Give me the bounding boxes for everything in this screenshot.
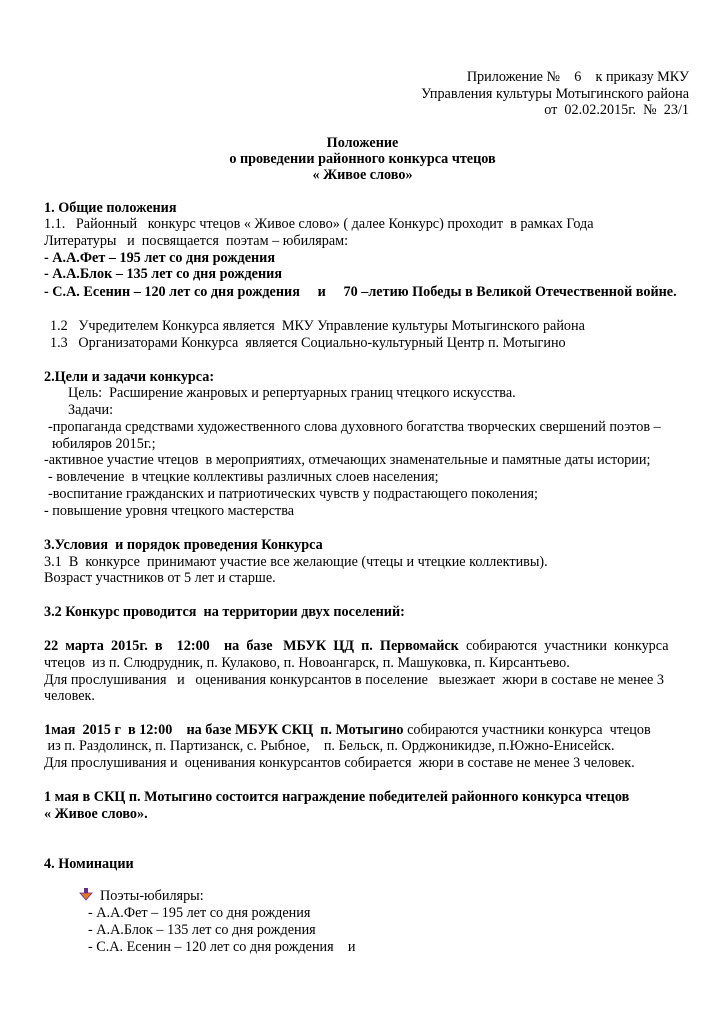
section1-heading: 1. Общие положения xyxy=(44,200,177,216)
section1-p1-line2: Литературы и посвящается поэтам – юбилярам: xyxy=(44,233,349,249)
award-line-2: « Живое слово». xyxy=(44,806,148,822)
section1-p12: 1.2 Учредителем Конкурса является МКУ Управление культуры Мотыгинского района xyxy=(50,318,585,334)
title-line-1: Положение xyxy=(326,135,399,151)
section2-tasks-label: Задачи: xyxy=(68,402,114,418)
event1-line-2: чтецов из п. Слюдрудник, п. Кулаково, п. Новоангарск, п. Машуковка, п. Кирсантьево. xyxy=(44,655,570,671)
section2-task-4: -воспитание гражданских и патриотических чувств у подрастающего поколения; xyxy=(48,486,538,502)
section2-task-1-line2: юбиляров 2015г.; xyxy=(52,436,156,452)
section3-age: Возраст участников от 5 лет и старше. xyxy=(44,570,276,586)
section1-poet-1: - А.А.Фет – 195 лет со дня рождения xyxy=(44,250,276,266)
event1-line-1 xyxy=(44,638,669,655)
event1-date-venue: 22 марта 2015г. в 12:00 на базе МБУК ЦД п. Первомайск xyxy=(44,638,459,654)
section2-task-1-line1: -пропаганда средствами художественного слова духовного богатства творческих свершений поэтов – xyxy=(48,419,661,435)
award-line-1: 1 мая в СКЦ п. Мотыгино состоится награждение победителей районного конкурса чтецов xyxy=(44,789,630,805)
section1-p13: 1.3 Организаторами Конкурса является Социально-культурный Центр п. Мотыгино xyxy=(50,335,566,351)
event2-line-2: из п. Раздолинск, п. Партизанск, с. Рыбное, п. Бельск, п. Орджоникидзе, п.Южно-Енисейск. xyxy=(44,738,615,754)
section1-poet-3: - С.А. Есенин – 120 лет со дня рождения и 70 –летию Победы в Великой Отечественной войне. xyxy=(44,284,677,300)
section2-task-2: -активное участие чтецов в мероприятиях, отмечающих знаменательные и памятные даты истории; xyxy=(44,452,651,468)
section2-task-3: - вовлечение в чтецкие коллективы различных слоев населения; xyxy=(48,469,439,485)
section2-goal: Цель: Расширение жанровых и репертуарных границ чтецкого искусства. xyxy=(68,385,516,401)
event1-participants: собираются участники конкурса xyxy=(458,638,669,654)
nomination-sub-1: - А.А.Фет – 195 лет со дня рождения xyxy=(88,905,311,921)
nomination-sub-3: - С.А. Есенин – 120 лет со дня рождения и xyxy=(88,939,356,955)
section3-p31: 3.1 В конкурсе принимают участие все желающие (чтецы и чтецкие коллективы). xyxy=(44,554,548,570)
section3-p32: 3.2 Конкурс проводится на территории двух поселений: xyxy=(44,604,405,620)
header-line-2: Управления культуры Мотыгинского района xyxy=(421,86,689,102)
section1-p1-line1: 1.1. Районный конкурс чтецов « Живое слово» ( далее Конкурс) проходит в рамках Года xyxy=(44,216,594,232)
event1-line-4: человек. xyxy=(44,688,95,704)
nomination-item-label: Поэты-юбиляры: xyxy=(100,888,204,904)
section4-heading: 4. Номинации xyxy=(44,856,134,872)
header-line-3: от 02.02.2015г. № 23/1 xyxy=(544,102,689,118)
arrow-bullet-icon xyxy=(79,887,93,901)
title-line-2: о проведении районного конкурса чтецов xyxy=(229,151,496,167)
header-line-1: Приложение № 6 к приказу МКУ xyxy=(466,69,689,85)
event1-line-3: Для прослушивания и оценивания конкурсантов в поселение выезжает жюри в составе не менее 3 xyxy=(44,672,664,688)
section3-heading: 3.Условия и порядок проведения Конкурса xyxy=(44,537,323,553)
nomination-sub-2: - А.А.Блок – 135 лет со дня рождения xyxy=(88,922,316,938)
event2-line-3: Для прослушивания и оценивания конкурсантов собирается жюри в составе не менее 3 человек. xyxy=(44,755,635,771)
event2-date-venue: 1мая 2015 г в 12:00 на базе МБУК СКЦ п. Мотыгино xyxy=(44,722,404,738)
event2-participants: собираются участники конкурса чтецов xyxy=(403,722,651,738)
event2-line-1 xyxy=(44,722,651,739)
section2-task-5: - повышение уровня чтецкого мастерства xyxy=(44,503,295,519)
title-line-3: « Живое слово» xyxy=(312,167,413,183)
section1-poet-2: - А.А.Блок – 135 лет со дня рождения xyxy=(44,266,282,282)
section2-heading: 2.Цели и задачи конкурса: xyxy=(44,369,215,385)
